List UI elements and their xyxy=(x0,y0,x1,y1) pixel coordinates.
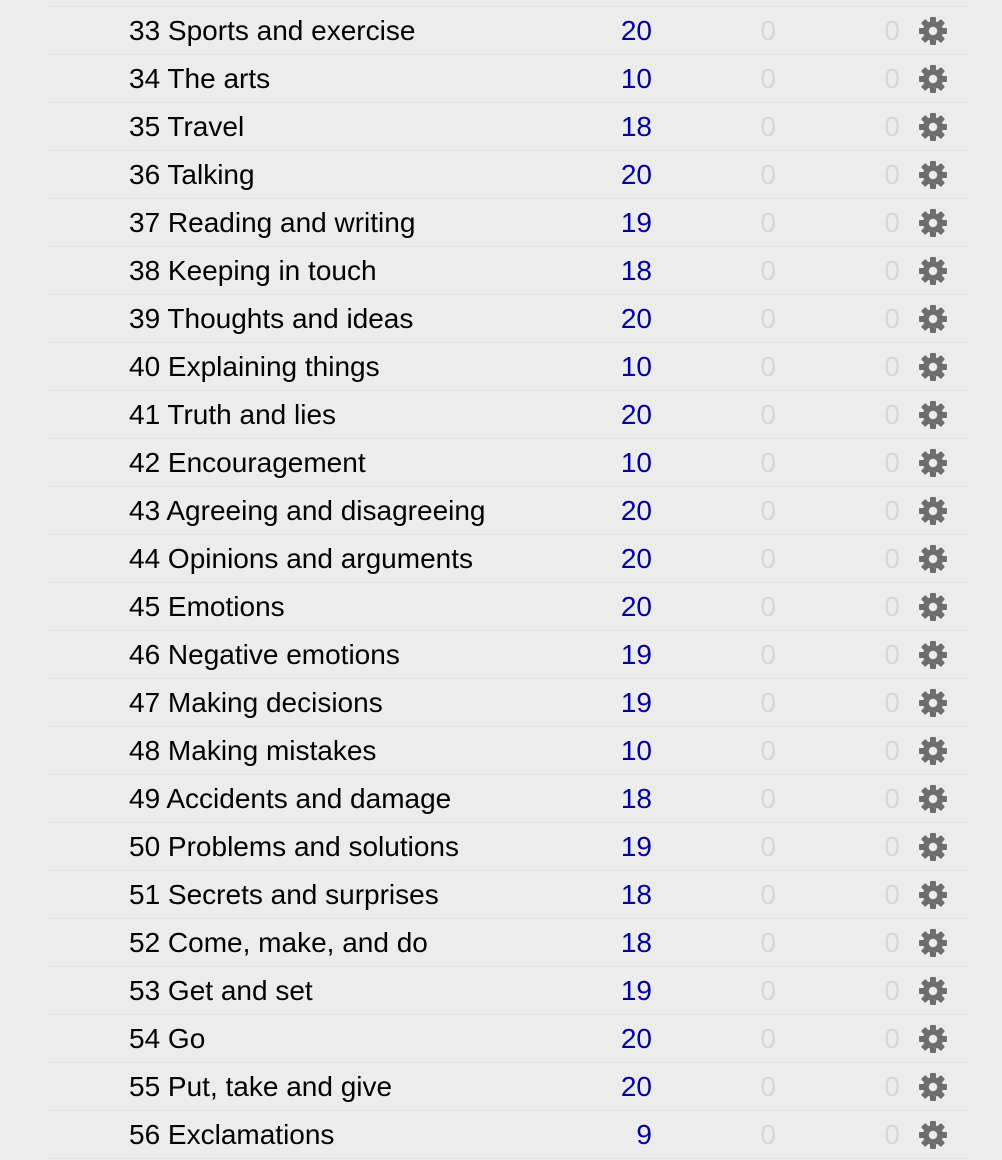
deck-row xyxy=(48,150,968,198)
learn-count: 0 xyxy=(760,1023,776,1054)
learn-count: 0 xyxy=(760,159,776,190)
deck-name-link[interactable]: 34 The arts xyxy=(129,63,271,94)
deck-name-link[interactable]: 37 Reading and writing xyxy=(129,207,416,238)
deck-row xyxy=(48,534,968,582)
deck-name-link[interactable]: 36 Talking xyxy=(129,159,255,190)
due-count: 0 xyxy=(884,351,900,382)
gear-icon[interactable] xyxy=(917,831,949,863)
due-count: 0 xyxy=(884,303,900,334)
gear-icon[interactable] xyxy=(917,399,949,431)
deck-row xyxy=(48,1062,968,1110)
learn-count: 0 xyxy=(760,687,776,718)
new-count: 18 xyxy=(620,255,652,286)
deck-name-link[interactable]: 50 Problems and solutions xyxy=(129,831,459,862)
deck-row xyxy=(48,1014,968,1062)
deck-name-link[interactable]: 44 Opinions and arguments xyxy=(129,543,473,574)
deck-row xyxy=(48,54,968,102)
due-count: 0 xyxy=(884,639,900,670)
deck-name-link[interactable]: 42 Encouragement xyxy=(129,447,366,478)
gear-icon[interactable] xyxy=(917,1071,949,1103)
new-count: 18 xyxy=(620,783,652,814)
gear-icon[interactable] xyxy=(917,975,949,1007)
deck-name-link[interactable]: 49 Accidents and damage xyxy=(129,783,452,814)
deck-row xyxy=(48,774,968,822)
learn-count: 0 xyxy=(760,543,776,574)
due-count: 0 xyxy=(884,207,900,238)
new-count: 20 xyxy=(620,303,652,334)
new-count: 19 xyxy=(620,687,652,718)
learn-count: 0 xyxy=(760,399,776,430)
due-count: 0 xyxy=(884,1023,900,1054)
new-count: 10 xyxy=(620,735,652,766)
deck-row xyxy=(48,966,968,1014)
learn-count: 0 xyxy=(760,591,776,622)
due-count: 0 xyxy=(884,783,900,814)
due-count: 0 xyxy=(884,543,900,574)
deck-row xyxy=(48,6,968,54)
due-count: 0 xyxy=(884,159,900,190)
new-count: 18 xyxy=(620,879,652,910)
new-count: 20 xyxy=(620,543,652,574)
learn-count: 0 xyxy=(760,927,776,958)
gear-icon[interactable] xyxy=(917,495,949,527)
gear-icon[interactable] xyxy=(917,639,949,671)
due-count: 0 xyxy=(884,879,900,910)
new-count: 20 xyxy=(620,495,652,526)
due-count: 0 xyxy=(884,399,900,430)
deck-row xyxy=(48,726,968,774)
due-count: 0 xyxy=(884,687,900,718)
due-count: 0 xyxy=(884,255,900,286)
deck-row xyxy=(48,342,968,390)
deck-name-link[interactable]: 38 Keeping in touch xyxy=(129,255,377,286)
deck-name-link[interactable]: 55 Put, take and give xyxy=(129,1071,393,1102)
learn-count: 0 xyxy=(760,111,776,142)
due-count: 0 xyxy=(884,1071,900,1102)
due-count: 0 xyxy=(884,495,900,526)
deck-row xyxy=(48,1110,968,1159)
learn-count: 0 xyxy=(760,207,776,238)
deck-name-link[interactable]: 53 Get and set xyxy=(129,975,313,1006)
due-count: 0 xyxy=(884,63,900,94)
deck-name-link[interactable]: 52 Come, make, and do xyxy=(129,927,428,958)
deck-row xyxy=(48,630,968,678)
deck-row xyxy=(48,870,968,918)
learn-count: 0 xyxy=(760,1071,776,1102)
deck-name-link[interactable]: 56 Exclamations xyxy=(129,1119,335,1150)
learn-count: 0 xyxy=(760,975,776,1006)
deck-name-link[interactable]: 45 Emotions xyxy=(129,591,285,622)
new-count: 10 xyxy=(620,447,652,478)
gear-icon[interactable] xyxy=(917,927,949,959)
deck-row xyxy=(48,198,968,246)
gear-icon[interactable] xyxy=(917,111,949,143)
deck-row xyxy=(48,390,968,438)
deck-name-link[interactable]: 48 Making mistakes xyxy=(129,735,377,766)
due-count: 0 xyxy=(884,975,900,1006)
due-count: 0 xyxy=(884,831,900,862)
learn-count: 0 xyxy=(760,495,776,526)
deck-row xyxy=(48,822,968,870)
deck-row xyxy=(48,486,968,534)
gear-icon[interactable] xyxy=(917,63,949,95)
due-count: 0 xyxy=(884,591,900,622)
gear-icon[interactable] xyxy=(917,687,949,719)
new-count: 20 xyxy=(620,1071,652,1102)
gear-icon[interactable] xyxy=(917,207,949,239)
deck-row xyxy=(48,582,968,630)
gear-icon[interactable] xyxy=(917,591,949,623)
deck-row xyxy=(48,438,968,486)
deck-list xyxy=(48,6,968,1159)
gear-icon[interactable] xyxy=(917,159,949,191)
deck-name-link[interactable]: 47 Making decisions xyxy=(129,687,383,718)
gear-icon[interactable] xyxy=(917,543,949,575)
deck-name-link[interactable]: 43 Agreeing and disagreeing xyxy=(129,495,486,526)
new-count: 10 xyxy=(620,63,652,94)
learn-count: 0 xyxy=(760,255,776,286)
gear-icon[interactable] xyxy=(917,1119,949,1151)
learn-count: 0 xyxy=(760,1119,776,1150)
deck-name-link[interactable]: 51 Secrets and surprises xyxy=(129,879,439,910)
learn-count: 0 xyxy=(760,831,776,862)
learn-count: 0 xyxy=(760,351,776,382)
gear-icon[interactable] xyxy=(917,783,949,815)
deck-name-link[interactable]: 39 Thoughts and ideas xyxy=(129,303,414,334)
new-count: 10 xyxy=(620,351,652,382)
due-count: 0 xyxy=(884,927,900,958)
new-count: 19 xyxy=(620,975,652,1006)
deck-name-link[interactable]: 35 Travel xyxy=(129,111,245,142)
new-count: 20 xyxy=(620,15,652,46)
learn-count: 0 xyxy=(760,447,776,478)
new-count: 20 xyxy=(620,159,652,190)
deck-name-link[interactable]: 41 Truth and lies xyxy=(129,399,337,430)
learn-count: 0 xyxy=(760,639,776,670)
deck-row xyxy=(48,678,968,726)
deck-name-link[interactable]: 46 Negative emotions xyxy=(129,639,400,670)
due-count: 0 xyxy=(884,111,900,142)
learn-count: 0 xyxy=(760,783,776,814)
deck-row xyxy=(48,102,968,150)
due-count: 0 xyxy=(884,15,900,46)
deck-row xyxy=(48,294,968,342)
new-count: 19 xyxy=(620,207,652,238)
new-count: 18 xyxy=(620,927,652,958)
deck-name-link[interactable]: 40 Explaining things xyxy=(129,351,380,382)
gear-icon[interactable] xyxy=(917,255,949,287)
learn-count: 0 xyxy=(760,15,776,46)
gear-icon[interactable] xyxy=(917,15,949,47)
learn-count: 0 xyxy=(760,735,776,766)
due-count: 0 xyxy=(884,735,900,766)
learn-count: 0 xyxy=(760,63,776,94)
new-count: 18 xyxy=(620,111,652,142)
new-count: 20 xyxy=(620,399,652,430)
gear-icon[interactable] xyxy=(917,1023,949,1055)
new-count: 20 xyxy=(620,1023,652,1054)
due-count: 0 xyxy=(884,447,900,478)
learn-count: 0 xyxy=(760,879,776,910)
deck-row xyxy=(48,918,968,966)
learn-count: 0 xyxy=(760,303,776,334)
new-count: 19 xyxy=(620,831,652,862)
gear-icon[interactable] xyxy=(917,351,949,383)
new-count: 19 xyxy=(620,639,652,670)
deck-row xyxy=(48,246,968,294)
new-count: 9 xyxy=(636,1119,652,1150)
gear-icon[interactable] xyxy=(917,735,949,767)
gear-icon[interactable] xyxy=(917,303,949,335)
deck-name-link[interactable]: 54 Go xyxy=(129,1023,206,1054)
gear-icon[interactable] xyxy=(917,879,949,911)
deck-name-link[interactable]: 33 Sports and exercise xyxy=(129,15,416,46)
new-count: 20 xyxy=(620,591,652,622)
due-count: 0 xyxy=(884,1119,900,1150)
gear-icon[interactable] xyxy=(917,447,949,479)
